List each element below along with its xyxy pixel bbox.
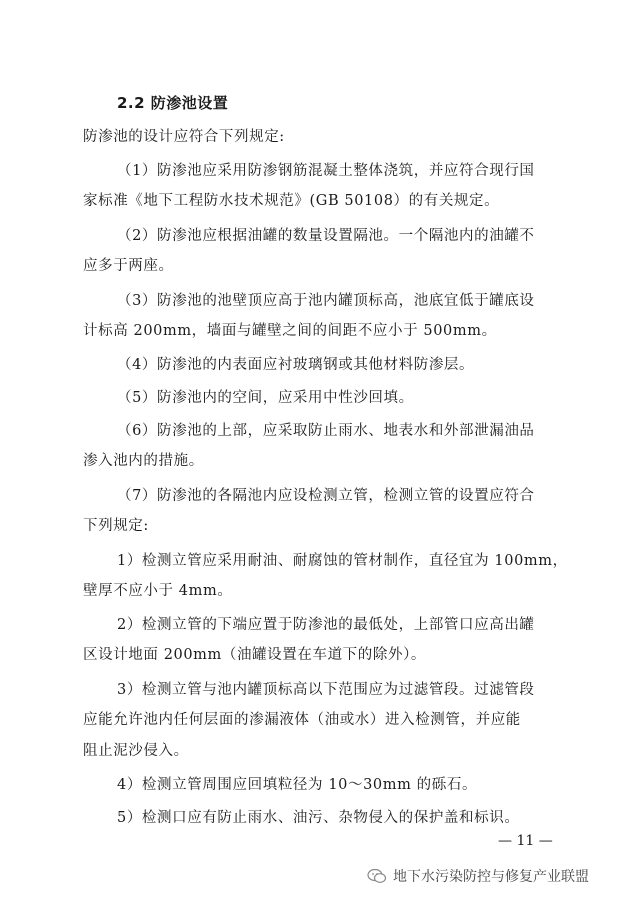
body-line: 3）检测立管与池内罐顶标高以下范围应为过滤管段。过滤管段 <box>117 682 535 698</box>
watermark-brand <box>367 866 589 886</box>
body-line: （3）防渗池的池壁顶应高于池内罐顶标高，池底宜低于罐底设 <box>117 293 535 309</box>
body-line: 计标高 200mm，墙面与罐壁之间的间距不应小于 500mm。 <box>83 323 497 339</box>
body-line: 渗入池内的措施。 <box>83 453 204 469</box>
body-line: （7）防渗池的各隔池内应设检测立管，检测立管的设置应符合 <box>117 488 535 504</box>
body-line: 5）检测口应有防止雨水、油污、杂物侵入的保护盖和标识。 <box>117 810 520 826</box>
body-line: 家标准《地下工程防水技术规范》(GB 50108）的有关规定。 <box>83 193 500 209</box>
body-line: （6）防渗池的上部，应采取防止雨水、地表水和外部泄漏油品 <box>117 423 535 439</box>
body-line: 应多于两座。 <box>83 258 174 274</box>
body-line: 2）检测立管的下端应置于防渗池的最低处，上部管口应高出罐 <box>117 617 535 633</box>
body-line: （1）防渗池应采用防渗钢筋混凝土整体浇筑，并应符合现行国 <box>117 163 535 179</box>
body-line: 下列规定: <box>83 518 149 534</box>
body-line: 防渗池的设计应符合下列规定: <box>83 129 285 145</box>
body-line: 1）检测立管应采用耐油、耐腐蚀的管材制作，直径宜为 100mm， <box>117 553 568 569</box>
page-number: — 11 — <box>498 833 553 849</box>
body-line: （2）防渗池应根据油罐的数量设置隔池。一个隔池内的油罐不 <box>117 228 535 244</box>
section-heading: 2.2 防渗池设置 <box>117 94 229 112</box>
body-line: （5）防渗池内的空间，应采用中性沙回填。 <box>117 390 414 406</box>
body-line: 区设计地面 200mm（油罐设置在车道下的除外）。 <box>83 647 427 663</box>
watermark-text: 地下水污染防控与修复产业联盟 <box>393 869 589 885</box>
body-line: 阻止泥沙侵入。 <box>83 743 189 759</box>
body-line: 4）检测立管周围应回填粒径为 10～30mm 的砾石。 <box>117 777 478 793</box>
body-line: （4）防渗池的内表面应衬玻璃钢或其他材料防渗层。 <box>117 357 475 373</box>
body-line: 壁厚不应小于 4mm。 <box>83 583 233 599</box>
wechat-icon <box>367 868 387 884</box>
body-line: 应能允许池内任何层面的渗漏液体（油或水）进入检测管，并应能 <box>83 712 521 728</box>
